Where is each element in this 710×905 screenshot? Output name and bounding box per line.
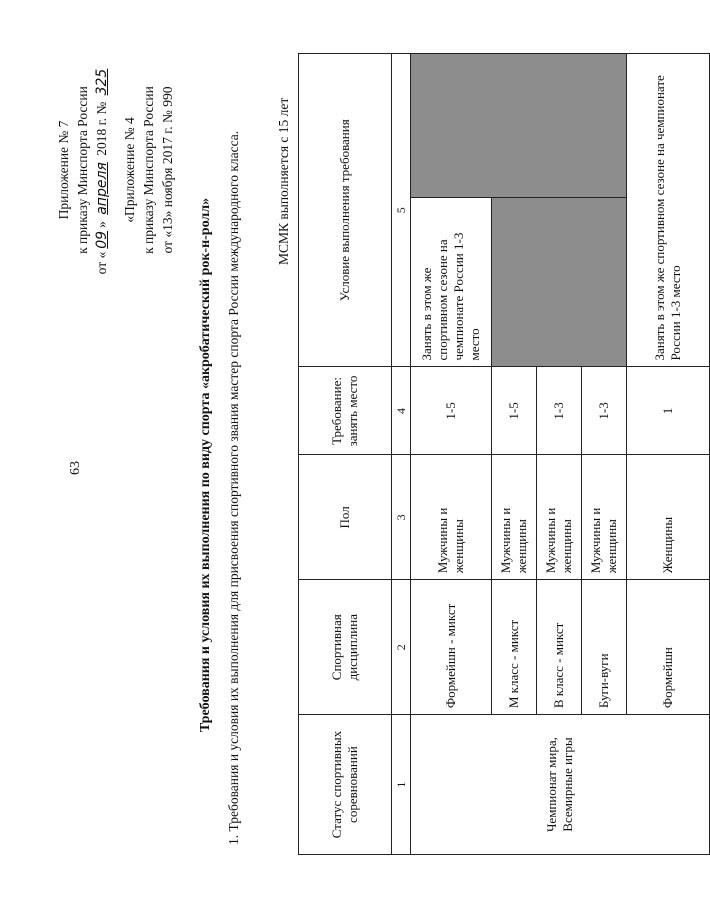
competition-status: Чемпионат мира, Всемирные игры [411,715,710,855]
gender-cell: Мужчины и женщины [582,455,627,580]
requirements-table [298,53,710,855]
shaded-empty-cell [411,54,627,198]
col-number: 5 [392,54,411,367]
col-number: 1 [392,715,411,855]
table-row [411,54,492,855]
handwritten-month: апреля [94,162,110,215]
discipline-cell: Формейшн - микст [411,580,492,715]
intro-paragraph: 1. Требования и условия их выполнения для присвоения спортивного звания мастер спорта России международного класса. [226,130,241,845]
header-line-5: к приказу Минспорта России [141,86,156,254]
appendix-header [54,35,177,305]
place-cell: 1-3 [582,367,627,455]
discipline-cell: Формейшн [627,580,710,715]
gender-cell: Мужчины и женщины [537,455,582,580]
place-cell: 1-5 [492,367,537,455]
gender-cell: Мужчины и женщины [411,455,492,580]
col-number: 4 [392,367,411,455]
discipline-cell: В класс - микст [537,580,582,715]
handwritten-order-number: 325 [94,68,110,96]
shaded-empty-cell [492,197,627,367]
header-discipline: Спортивная дисциплина [299,580,392,715]
place-cell: 1 [627,367,710,455]
header-condition: Условие выполнения требования [299,54,392,367]
place-cell: 1-5 [411,367,492,455]
handwritten-day: 09 [94,230,110,249]
header-line-6: от «13» ноября 2017 г. № 990 [160,86,175,254]
col-number: 3 [392,455,411,580]
discipline-cell: М класс - микст [492,580,537,715]
header-line-1: Приложение № 7 [56,120,71,220]
header-line-3: от «09» апреля 2018 г. № 325 [92,35,112,305]
page-number: 63 [68,461,83,475]
table-header-row [299,54,392,855]
age-note: МСМК выполняется с 15 лет [276,97,291,265]
condition-cell: Занять в этом же спортивном сезоне на чемпионате России 1-3 место [411,197,492,367]
table-number-row [392,54,411,855]
col-number: 2 [392,580,411,715]
header-gender: Пол [299,455,392,580]
header-status: Статус спортивных соревнований [299,715,392,855]
gender-cell: Женщины [627,455,710,580]
header-place: Требование: занять место [299,367,392,455]
document-title: Требования и условия их выполнения по виду спорта «акробатический рок-н-ролл» [198,197,213,733]
header-line-4: «Приложение № 4 [122,117,137,223]
condition-cell: Занять в этом же спортивном сезоне на чемпионате России 1-3 место [627,54,710,367]
discipline-cell: Буги-вуги [582,580,627,715]
header-line-2: к приказу Минспорта России [75,86,90,254]
place-cell: 1-3 [537,367,582,455]
gender-cell: Мужчины и женщины [492,455,537,580]
